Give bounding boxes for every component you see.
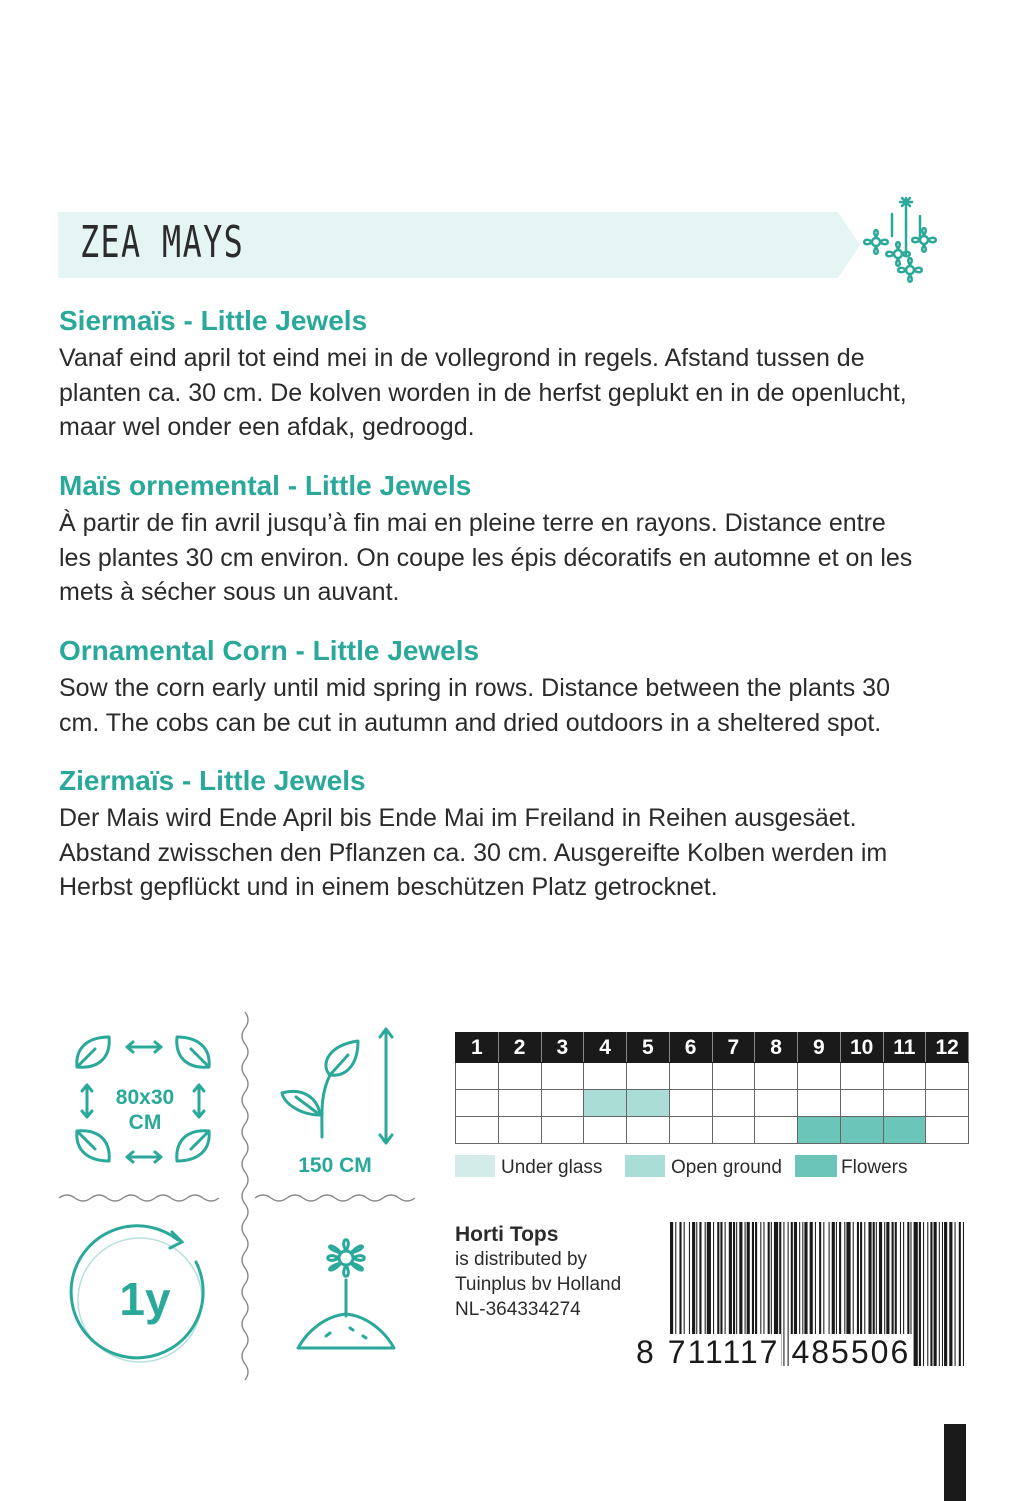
barcode-digits: [636, 1334, 912, 1371]
calendar-cell: [840, 1063, 883, 1090]
spacing-label-1: 80x30: [115, 1086, 175, 1109]
month-header: 4: [584, 1033, 627, 1063]
calendar-row-open-ground: [456, 1090, 969, 1117]
month-header: 2: [498, 1033, 541, 1063]
calendar-cell: [584, 1117, 627, 1144]
barcode-group-2: 485506: [791, 1334, 911, 1370]
calendar-cell: [498, 1090, 541, 1117]
month-header: 9: [798, 1033, 841, 1063]
plant-height-icon: [270, 1025, 410, 1155]
text-line: Abstand zwisschen den Pflanzen ca. 30 cm. Ausgereifte Kolben werden im: [59, 838, 888, 867]
text-line: les plantes 30 cm environ. On coupe les épis décoratifs en automne et on les: [59, 543, 913, 572]
calendar-cell: [840, 1090, 883, 1117]
month-header: 8: [755, 1033, 798, 1063]
barcode-bar: [914, 1222, 918, 1366]
section-title-nl: Siermaïs - Little Jewels: [59, 305, 368, 336]
barcode-bar: [949, 1222, 952, 1366]
calendar-cell: [883, 1117, 926, 1144]
flower-logo-icon: [848, 194, 948, 290]
barcode-bar: [942, 1222, 943, 1366]
calendar-cell: [456, 1117, 499, 1144]
barcode-bar: [959, 1222, 961, 1366]
calendar-cell: [755, 1063, 798, 1090]
text-line: Der Mais wird Ende April bis Ende Mai im Freiland in Reihen ausgesäet.: [59, 804, 857, 832]
calendar-cell: [712, 1090, 755, 1117]
month-header: 12: [926, 1033, 969, 1063]
calendar-cell: [712, 1063, 755, 1090]
distributor-line: NL-364334274: [455, 1299, 581, 1320]
barcode-bar: [939, 1222, 940, 1366]
calendar-cell: [584, 1063, 627, 1090]
month-header: 10: [840, 1033, 883, 1063]
calendar-cell: [498, 1063, 541, 1090]
month-header: 6: [669, 1033, 712, 1063]
legend-label: Open ground: [671, 1157, 782, 1178]
text-line: maar wel onder een afdak, gedroogd.: [59, 413, 475, 441]
section-text-de: [59, 801, 979, 905]
text-line: Sow the corn early until mid spring in rows. Distance between the plants 30: [59, 674, 890, 702]
spacing-label-2: CM: [128, 1111, 162, 1134]
month-header: 5: [627, 1033, 670, 1063]
calendar-cell: [798, 1090, 841, 1117]
section-text-fr: [59, 506, 979, 610]
calendar-cell: [498, 1117, 541, 1144]
section-title-en: Ornamental Corn - Little Jewels: [59, 635, 480, 666]
calendar-cell: [883, 1090, 926, 1117]
barcode-bar: [923, 1222, 924, 1366]
calendar-cell: [755, 1117, 798, 1144]
calendar-cell: [712, 1117, 755, 1144]
calendar-cell: [669, 1090, 712, 1117]
latin-name: ZEA MAYS: [80, 217, 245, 268]
month-header: 3: [541, 1033, 584, 1063]
distributor-line: is distributed by: [455, 1249, 588, 1270]
height-label: 150 CM: [298, 1154, 372, 1177]
legend-swatch: [625, 1155, 665, 1177]
calendar-cell: [926, 1117, 969, 1144]
calendar-cell: [627, 1090, 670, 1117]
calendar-cell: [926, 1063, 969, 1090]
calendar-cell: [883, 1063, 926, 1090]
calendar-cell: [456, 1090, 499, 1117]
text-line: cm. The cobs can be cut in autumn and dried outdoors in a sheltered spot.: [59, 708, 882, 737]
text-line: planten ca. 30 cm. De kolven worden in de herfst geplukt en in de openlucht,: [59, 378, 907, 407]
calendar-cell: [541, 1090, 584, 1117]
barcode-bar: [955, 1222, 956, 1366]
lifecycle-label: 1y: [119, 1273, 171, 1325]
text-line: Herbst gepflückt und in einem beschützen Platz getrocknet.: [59, 873, 718, 901]
calendar-cell: [798, 1063, 841, 1090]
calendar-cell: [541, 1117, 584, 1144]
section-title-fr: Maïs ornemental - Little Jewels: [59, 470, 472, 501]
barcode-bar: [963, 1222, 964, 1366]
calendar-cell: [926, 1090, 969, 1117]
barcode-bar: [930, 1222, 932, 1366]
sowing-icon: [290, 1220, 400, 1370]
text-line: mets à sécher sous un auvant.: [59, 578, 400, 606]
calendar-cell: [456, 1063, 499, 1090]
text-line: À partir de fin avril jusqu’à fin mai en pleine terre en rayons. Distance entre: [59, 509, 886, 537]
distributor-name: Horti Tops: [455, 1223, 559, 1246]
distributor-line: Tuinplus bv Holland: [455, 1274, 622, 1295]
calendar-cell: [669, 1063, 712, 1090]
legend-label: Under glass: [501, 1157, 603, 1178]
barcode-bar: [919, 1222, 921, 1366]
calendar-cell: [755, 1090, 798, 1117]
barcode-bar: [934, 1222, 937, 1366]
sowing-calendar: [455, 1032, 969, 1144]
barcode-bar: [927, 1222, 928, 1366]
calendar-cell: [669, 1117, 712, 1144]
distributor-info: [455, 1222, 621, 1322]
barcode-group-1: 711117: [667, 1334, 780, 1370]
month-header: 1: [456, 1033, 499, 1063]
legend-swatch: [455, 1155, 495, 1177]
calendar-cell: [627, 1063, 670, 1090]
legend-label: Flowers: [841, 1157, 908, 1178]
section-title-de: Ziermaïs - Little Jewels: [59, 765, 366, 796]
barcode-first-digit: 8: [636, 1334, 656, 1370]
month-header: 7: [712, 1033, 755, 1063]
legend-swatch: [795, 1155, 837, 1177]
section-text-en: [59, 671, 979, 740]
calendar-cell: [840, 1117, 883, 1144]
calendar-cell: [627, 1117, 670, 1144]
month-header: 11: [883, 1033, 926, 1063]
calendar-row-under-glass: [456, 1063, 969, 1090]
calendar-cell: [584, 1090, 627, 1117]
calendar-row-flowers: [456, 1117, 969, 1144]
calendar-cell: [798, 1117, 841, 1144]
text-line: Vanaf eind april tot eind mei in de vollegrond in regels. Afstand tussen de: [59, 344, 865, 372]
barcode-bar: [944, 1222, 947, 1366]
section-text-nl: [59, 341, 979, 445]
registration-mark: [944, 1424, 966, 1501]
calendar-cell: [541, 1063, 584, 1090]
